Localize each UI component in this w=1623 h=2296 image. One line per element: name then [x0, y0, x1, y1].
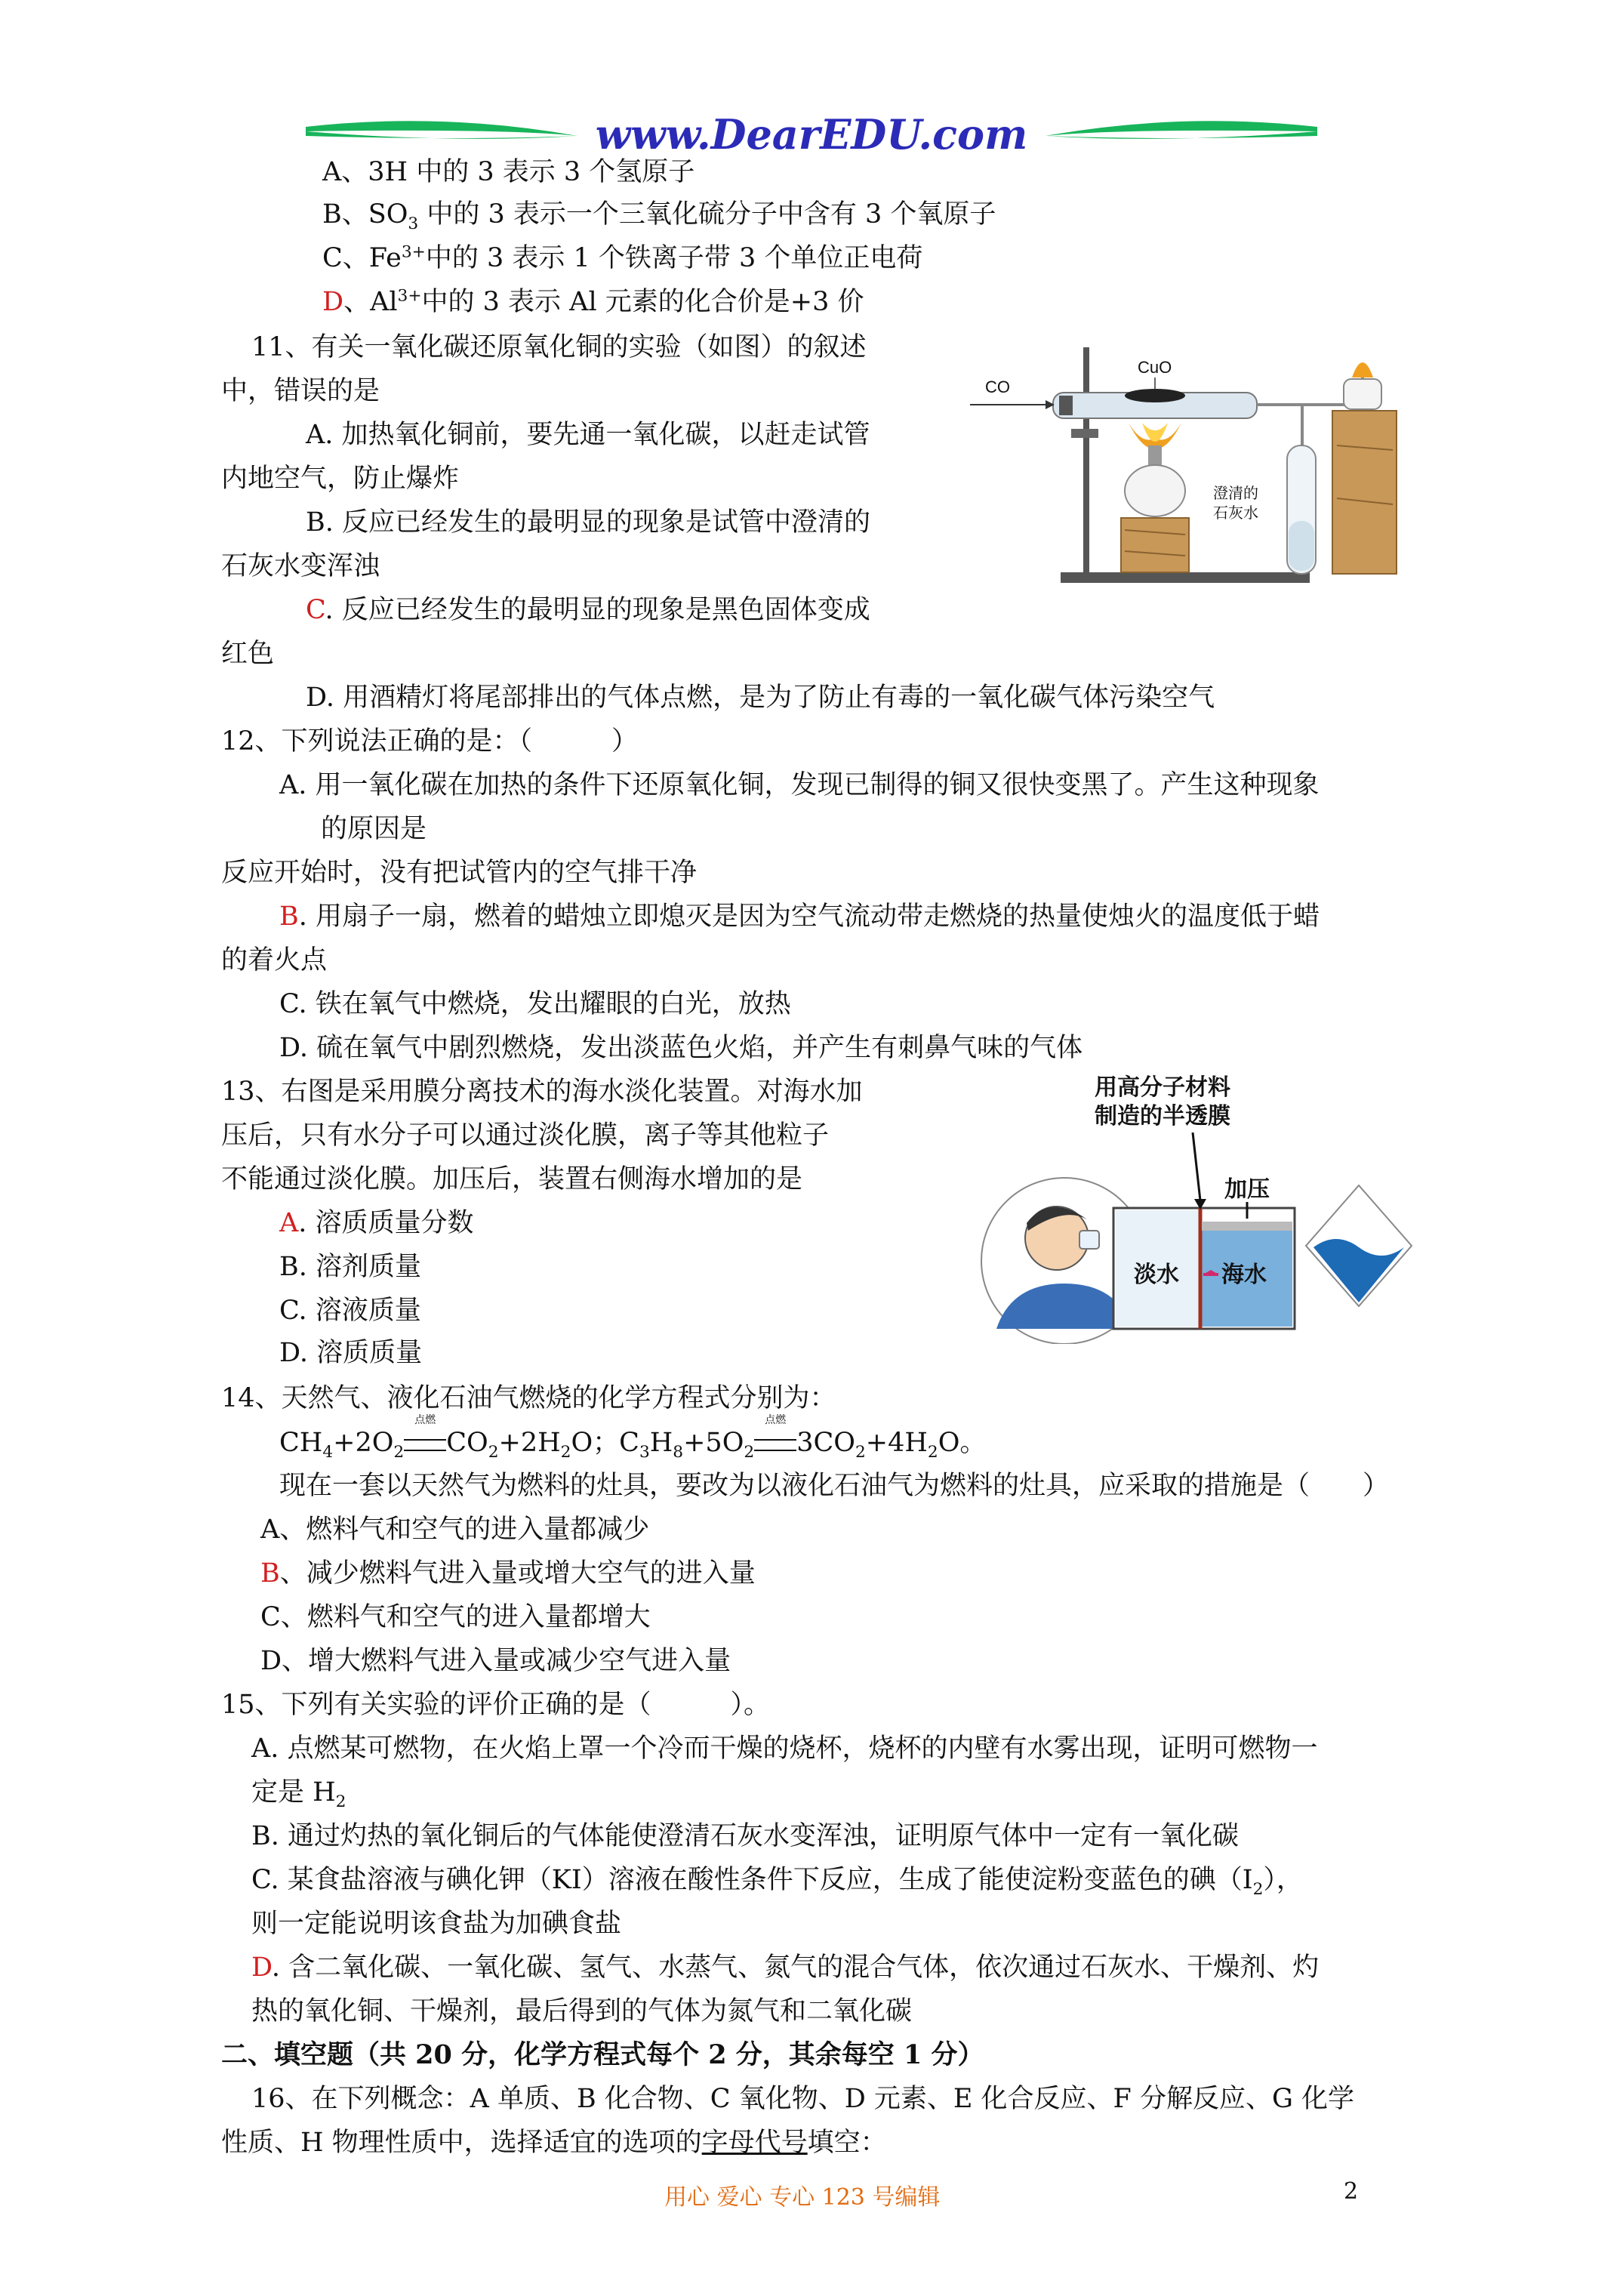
q11-option-a-line1: A. 加热氧化铜前，要先通一氧化碳，以赶走试管 — [306, 420, 870, 450]
q11-stem-line1: 11、有关一氧化碳还原氧化铜的实验（如图）的叙述 — [251, 332, 867, 362]
co-label: CO — [985, 378, 1010, 396]
site-logo-text: www.DearEDU.com — [595, 110, 1028, 159]
limewater-label-line1: 澄清的 — [1213, 484, 1258, 502]
q12-option-b-line1: B. 用扇子一扇，燃着的蜡烛立即熄灭是因为空气流动带走燃烧的热量使烛火的温度低于蜡 — [279, 901, 1320, 932]
q14-equations: $CH_4+2O_2$ 点燃 $CO_2+2H_2O$；$C_3H_8+5O_2$ 点燃 $3CO_2+4H_2O$。 — [279, 1414, 987, 1462]
section-2-title: 二、填空题（共 20 分，化学方程式每个 2 分，其余每空 1 分） — [221, 2039, 984, 2070]
q11-option-b-line1: B. 反应已经发生的最明显的现象是试管中澄清的 — [306, 507, 870, 538]
q15-option-c-line1: C. 某食盐溶液与碘化钾（KI）溶液在酸性条件下反应，生成了能使淀粉变蓝色的碘$(I_2)$， — [251, 1865, 1303, 1899]
membrane-label-line2: 制造的半透膜 — [1095, 1103, 1230, 1130]
q15-option-c-line2: 则一定能说明该食盐为加碘食盐 — [251, 1909, 622, 1939]
q10-option-d: D、$Al^{3+}$中的 3 表示 Al 元素的化合价是+3 价 — [322, 286, 864, 317]
q15-option-d-line1: D. 含二氧化碳、一氧化碳、氢气、水蒸气、氮气的混合气体，依次通过石灰水、干燥剂、灼 — [251, 1952, 1320, 1983]
footer-editor-note: 用心 爱心 专心 123 号编辑 — [664, 2184, 941, 2211]
q15-option-d-line2: 热的氧化铜、干燥剂，最后得到的气体为氮气和二氧化碳 — [251, 1996, 913, 2026]
equation-condition-mark: 点燃 — [404, 1425, 446, 1451]
q10-option-c: C、$Fe^{3+}$中的 3 表示 1 个铁离子带 3 个单位正电荷 — [322, 242, 923, 273]
membrane-label-line1: 用高分子材料 — [1095, 1074, 1230, 1101]
fresh-water-label: 淡水 — [1134, 1262, 1179, 1288]
page-number: 2 — [1344, 2178, 1359, 2205]
q16-line2: 性质、H 物理性质中，选择适宜的选项的字母代号填空： — [221, 2128, 887, 2158]
co-reduction-apparatus-figure — [970, 332, 1415, 589]
cuo-label: CuO — [1138, 358, 1172, 377]
q12-option-b-line2: 的着火点 — [221, 945, 328, 975]
q10-option-a: A、3H 中的 3 表示 3 个氢原子 — [322, 157, 695, 187]
membrane-desalination-figure — [966, 1072, 1419, 1344]
q16-line1: 16、在下列概念：A 单质、B 化合物、C 氧化物、D 元素、E 化合反应、F 分解反应、G 化学 — [251, 2084, 1355, 2114]
q14-question: 现在一套以天然气为燃料的灶具，要改为以液化石油气为燃料的灶具，应采取的措施是（ ） — [279, 1471, 1390, 1501]
q13-stem-line1: 13、右图是采用膜分离技术的海水淡化装置。对海水加 — [221, 1077, 863, 1107]
q12-option-d: D. 硫在氧气中剧烈燃烧，发出淡蓝色火焰，并产生有刺鼻气味的气体 — [279, 1033, 1083, 1063]
q14-option-c: C、燃料气和空气的进入量都增大 — [260, 1602, 651, 1632]
q14-stem: 14、天然气、液化石油气燃烧的化学方程式分别为： — [221, 1383, 836, 1413]
q11-option-c-line1: C. 反应已经发生的最明显的现象是黑色固体变成 — [306, 595, 870, 625]
q15-option-a-line2: 定是 $H_2$ — [251, 1777, 346, 1811]
limewater-label-line2: 石灰水 — [1213, 504, 1258, 522]
q14-option-a: A、燃料气和空气的进入量都减少 — [260, 1515, 650, 1545]
q12-option-a-line1: A. 用一氧化碳在加热的条件下还原氧化铜，发现已制得的铜又很快变黑了。产生这种现象 — [279, 770, 1320, 800]
q11-option-a-line2: 内地空气，防止爆炸 — [221, 464, 460, 494]
q13-stem-line3: 不能通过淡化膜。加压后，装置右侧海水增加的是 — [221, 1164, 803, 1194]
q14-option-b: B、减少燃料气进入量或增大空气的进入量 — [260, 1558, 756, 1589]
q12-option-a-line3: 反应开始时，没有把试管内的空气排干净 — [221, 858, 698, 888]
q11-option-c-line2: 红色 — [221, 639, 275, 669]
pressure-label: 加压 — [1224, 1176, 1270, 1203]
q15-option-a-line1: A. 点燃某可燃物，在火焰上罩一个冷而干燥的烧杯，烧杯的内壁有水雾出现，证明可燃物一 — [251, 1734, 1318, 1764]
sea-water-label: 海水 — [1221, 1262, 1267, 1288]
q13-option-a: A. 溶质质量分数 — [279, 1208, 474, 1238]
q12-option-a-line2: 的原因是 — [321, 814, 427, 844]
q15-stem: 15、下列有关实验的评价正确的是（ ）。 — [221, 1690, 771, 1720]
q13-option-d: D. 溶质质量 — [279, 1338, 423, 1368]
q13-option-b: B. 溶剂质量 — [279, 1252, 421, 1282]
q15-option-b: B. 通过灼热的氧化铜后的气体能使澄清石灰水变浑浊，证明原气体中一定有一氧化碳 — [251, 1821, 1239, 1851]
q13-stem-line2: 压后，只有水分子可以通过淡化膜，离子等其他粒子 — [221, 1120, 830, 1151]
q11-stem-line2: 中，错误的是 — [221, 376, 380, 406]
q11-option-d: D. 用酒精灯将尾部排出的气体点燃，是为了防止有毒的一氧化碳气体污染空气 — [306, 683, 1215, 713]
q11-option-b-line2: 石灰水变浑浊 — [221, 551, 380, 581]
q12-option-c: C. 铁在氧气中燃烧，发出耀眼的白光，放热 — [279, 989, 791, 1019]
equation-condition-mark: 点燃 — [754, 1425, 796, 1451]
q13-option-c: C. 溶液质量 — [279, 1296, 421, 1326]
q14-option-d: D、增大燃料气进入量或减少空气进入量 — [260, 1646, 731, 1676]
q12-stem: 12、下列说法正确的是：（ ） — [221, 726, 639, 757]
q10-option-b: B、$SO_3$ 中的 3 表示一个三氧化硫分子中含有 3 个氧原子 — [322, 199, 996, 233]
